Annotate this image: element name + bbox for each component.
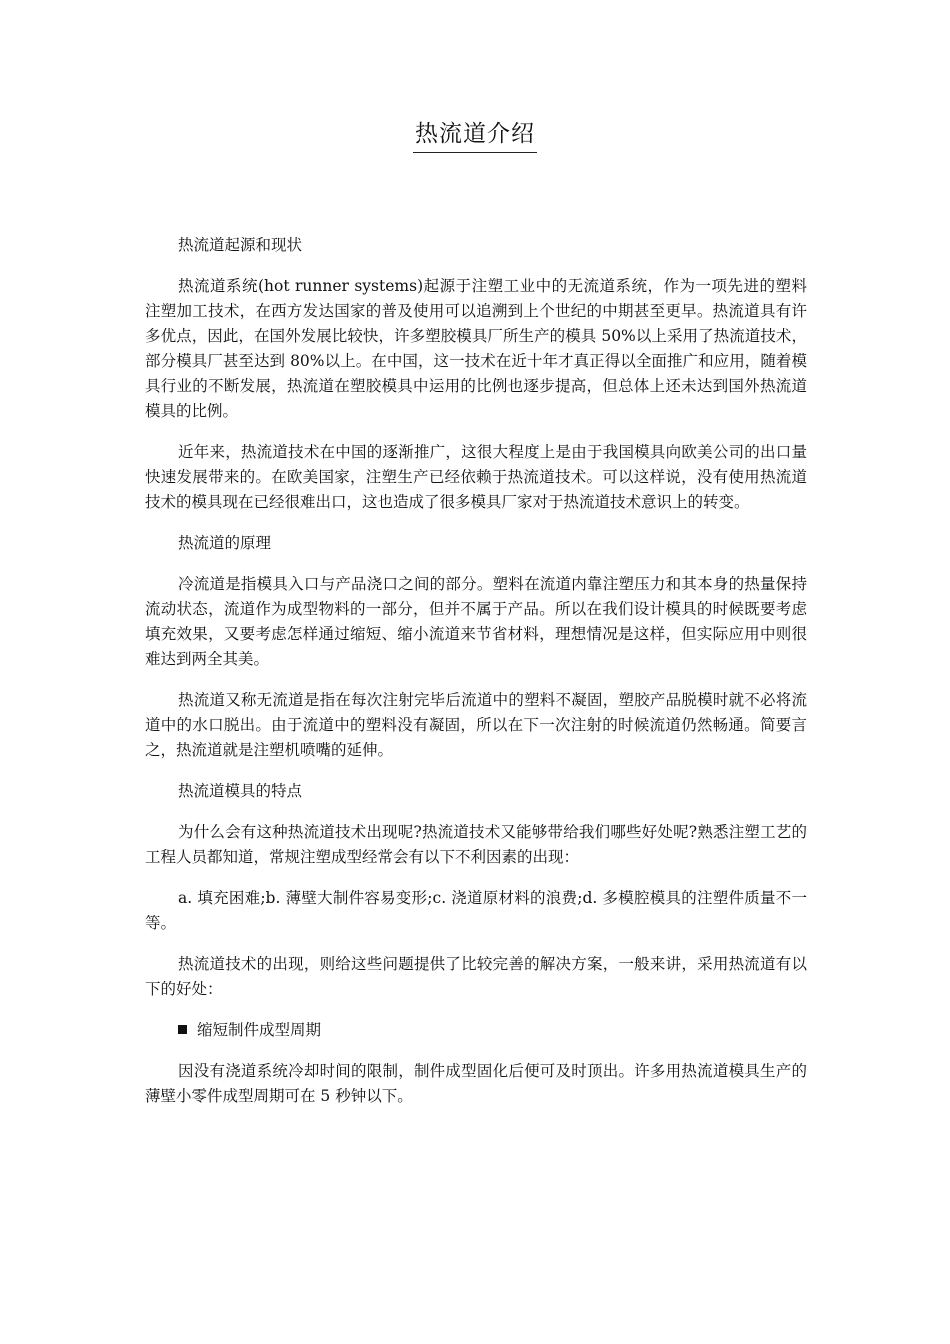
paragraph-bullet-1: 因没有浇道系统冷却时间的限制，制件成型固化后便可及时顶出。许多用热流道模具生产的薄壁小零件成型周期可在 5 秒钟以下。 bbox=[145, 1062, 807, 1105]
paragraph-features-1: 为什么会有这种热流道技术出现呢?热流道技术又能够带给我们哪些好处呢?熟悉注塑工艺的工程人员都知道，常规注塑成型经常会有以下不利因素的出现： bbox=[145, 823, 807, 866]
paragraph-principle-1: 冷流道是指模具入口与产品浇口之间的部分。塑料在流道内靠注塑压力和其本身的热量保持流动状态，流道作为成型物料的一部分，但并不属于产品。所以在我们设计模具的时候既要考虑填充效果，又要考虑怎样通过缩短、缩小流道来节省材料，理想情况是这样，但实际应用中则很难达到两全其美。 bbox=[145, 575, 807, 668]
section-heading-features: 热流道模具的特点 bbox=[178, 782, 303, 800]
section-heading-principle: 热流道的原理 bbox=[178, 534, 272, 552]
paragraph-origin-1: 热流道系统(hot runner systems)起源于注塑工业中的无流道系统，作为一项先进的塑料注塑加工技术，在西方发达国家的普及使用可以追溯到上个世纪的中期甚至更早。热流道具有许多优点，因此，在国外发展比较快，许多塑胶模具厂所生产的模具 50%以上采用了热流道技术，部分模具厂甚至达到 80%以上。在中国，这一技术在近十年才真正得以全面推广和应用，随着模具行业的不断发展，热流道在塑胶模具中运用的比例也逐步提高，但总体上还未达到国外热流道模具的比例。 bbox=[145, 277, 807, 420]
bullet-item bbox=[145, 1018, 807, 1043]
title-block bbox=[0, 118, 950, 153]
document-title: 热流道介绍 bbox=[413, 118, 537, 153]
square-bullet-icon bbox=[178, 1025, 187, 1034]
paragraph-origin-2: 近年来，热流道技术在中国的逐渐推广，这很大程度上是由于我国模具向欧美公司的出口量快速发展带来的。在欧美国家，注塑生产已经依赖于热流道技术。可以这样说，没有使用热流道技术的模具现在已经很难出口，这也造成了很多模具厂家对于热流道技术意识上的转变。 bbox=[145, 443, 807, 511]
document-body bbox=[145, 233, 807, 1125]
paragraph-principle-2: 热流道又称无流道是指在每次注射完毕后流道中的塑料不凝固，塑胶产品脱模时就不必将流道中的水口脱出。由于流道中的塑料没有凝固，所以在下一次注射的时候流道仍然畅通。简要言之，热流道就是注塑机喷嘴的延伸。 bbox=[145, 691, 807, 759]
section-heading-origin: 热流道起源和现状 bbox=[178, 236, 303, 254]
paragraph-features-2: a. 填充困难;b. 薄壁大制件容易变形;c. 浇道原材料的浪费;d. 多模腔模具的注塑件质量不一等。 bbox=[145, 889, 807, 932]
paragraph-features-3: 热流道技术的出现，则给这些问题提供了比较完善的解决方案，一般来讲，采用热流道有以下的好处： bbox=[145, 955, 807, 998]
bullet-item-label: 缩短制件成型周期 bbox=[197, 1021, 322, 1039]
